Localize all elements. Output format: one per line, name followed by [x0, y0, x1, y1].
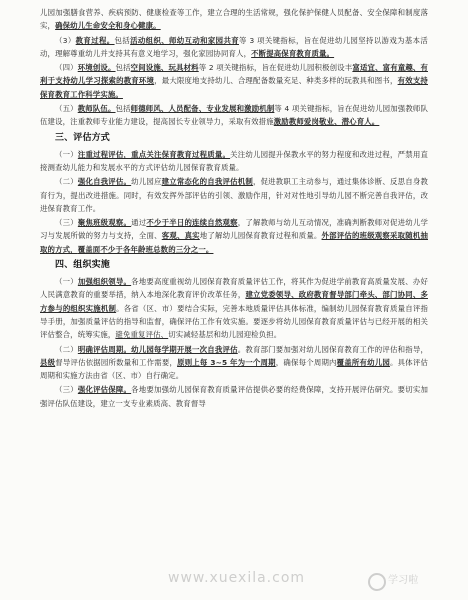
- text: （五）: [55, 104, 78, 114]
- text: 切实减轻基层和幼儿园迎检负担。: [168, 330, 282, 340]
- text: 等 4 项关键指标，旨在促进幼儿园加强教师队伍建设，注重教师专业能力建设，提高园长专业领导力，采取有效措施: [40, 104, 429, 127]
- emphasis: 幼儿园每学期开展一次自我评估: [131, 344, 238, 354]
- emphasis: 环境创设。: [77, 63, 116, 73]
- emphasis: 教师队伍。: [77, 104, 116, 114]
- text: ，促进教职工主动参与，通过集体诊断、反思自身教育行为，提出改进措施。同时，有效发挥外部评估的引领、激励作用，针对对性地引导幼儿园不断完善自我评估，改进保育教育工作。: [40, 177, 428, 213]
- text: 包括: [114, 35, 131, 45]
- emphasis: 覆盖面不少于各年龄班总数的三分之一。: [77, 244, 214, 254]
- text: ，了解教师与幼儿互动情况，准确判断教师对促进幼儿学习与发展所做的努力与支持，全面、: [40, 218, 428, 241]
- text: （四）: [55, 63, 78, 73]
- emphasis: 强化评估保障。: [77, 385, 132, 395]
- paragraph-evaluation-support: [40, 383, 428, 410]
- emphasis: 活动组织、师幼互动和家园共育: [130, 35, 239, 45]
- emphasis: 空间设施、玩具材料: [130, 63, 199, 73]
- emphasis: 激励教师爱岗敬业、潜心育人。: [273, 117, 380, 127]
- paragraph-teachers: [40, 102, 428, 129]
- emphasis: 有效支持保育教育工作科学实施。: [40, 76, 428, 99]
- paragraph-health: [40, 6, 428, 33]
- text: 各地要加强幼儿园保育教育质量评估提供必要的经费保障，支持开展评估研究。要切实加强评估队伍建设，建立一支专业素质高、: [40, 385, 428, 408]
- emphasis: 强化自我评估。: [77, 177, 132, 187]
- emphasis: 不断提高保育教育质量。: [251, 48, 335, 58]
- paragraph-leadership: [40, 275, 428, 341]
- paragraph-process-evaluation: [40, 148, 428, 175]
- text: 。具体评估周期和实施方法由省（区、市）自行确定。: [40, 357, 428, 381]
- text: （二）: [55, 344, 78, 354]
- text: 各地要高度重视幼儿园保育教育质量评估工作，将其作为促进学前教育高质量发展、办好人民满意教育的重要举措，纳入本地深化教育评价改革任务，: [40, 277, 428, 300]
- text: 。各省（区、市）要结合实际，完善本地质量评估具体标准，编制幼儿园保育教育质量自评指导手册，加强质量评估的指导和监督，确保评估工作有效实施。要逐步将幼儿园保育教育质量评估与已经开展的相关评估整合，统筹实施，: [40, 303, 428, 340]
- text: ，确保每个周期内: [275, 357, 337, 367]
- text: （一）: [55, 277, 78, 287]
- text: 包括: [115, 63, 131, 73]
- emphasis: 原则上每 3~5 年为一个周期: [177, 357, 276, 367]
- underlined-text: 避免重复评估、: [115, 330, 169, 340]
- paragraph-class-observation: [40, 216, 428, 256]
- emphasis: 确保幼儿生命安全和身心健康。: [55, 21, 161, 31]
- emphasis: 县级: [40, 357, 56, 367]
- section-heading-evaluation-method: 三、评估方式: [55, 132, 110, 143]
- text: 教育督导: [175, 398, 206, 408]
- emphasis: 客观、真实: [161, 231, 200, 241]
- text: 等 3 项关键指标，旨在促进幼儿园坚持以游戏为基本活动，理解尊重幼儿并支持其有意义地学习，强化家园协同育人，: [40, 35, 428, 58]
- emphasis: 建立常态化的自我评估机制: [161, 177, 253, 187]
- section-heading-implementation: 四、组织实施: [55, 260, 110, 271]
- text: 、合理配备数量充足、种类多样的玩教具和图书，: [230, 76, 398, 86]
- text: 督导评估依据园所数量和工作需要，: [55, 357, 178, 367]
- watermark-logo-icon: [368, 573, 386, 591]
- text: （三）: [55, 385, 78, 395]
- text: 。教育部门要加强对幼儿园保育教育工作的评估和指导，: [237, 344, 428, 354]
- text: （三）: [55, 218, 78, 228]
- text: 地了解幼儿园保育教育过程和质量。: [199, 231, 322, 241]
- emphasis: 覆盖所有幼儿园: [336, 357, 390, 367]
- emphasis: 建立党委领导、政府教育督导部门牵头、部门协同、多方参与的组织实施机制: [40, 290, 428, 313]
- paragraph-evaluation-cycle: [40, 343, 428, 383]
- watermark-brand: 学习啦: [388, 575, 419, 586]
- text: 通过: [131, 218, 147, 228]
- paragraph-self-evaluation: [40, 175, 428, 215]
- emphasis: 富适宜、富有童趣、有利于支持幼儿学习探索的教育环境: [40, 63, 428, 86]
- emphasis: 教育过程。: [75, 35, 115, 45]
- watermark-url: www.xuexila.com: [168, 570, 306, 586]
- text: 包括: [115, 104, 131, 114]
- text: 儿园加强膳食营养、疾病预防、健康检查等工作，建立合理的生活常规，强化保护保健人员配备、安全保障和制度落实，: [40, 8, 428, 31]
- text: 关注幼儿园提升保教水平的努力程度和改进过程，严禁用直接测查幼儿能力和发展水平的方式评估幼儿园保育教育质量。: [40, 149, 428, 172]
- emphasis: 师德师风、人员配备、专业发展和激励机制: [130, 104, 275, 114]
- text: 幼儿园应: [131, 177, 162, 187]
- paragraph-education-process: [40, 34, 428, 61]
- text: 等 2 项关键指标，旨在促进幼儿园积极创设丰: [198, 63, 353, 73]
- emphasis: 不少于半日的连续自然观察: [146, 218, 238, 228]
- emphasis: 加强组织领导。: [77, 277, 132, 287]
- text: （3）: [55, 35, 76, 45]
- emphasis: 外部评估的班级观察采取随机抽取的方式，: [40, 231, 428, 254]
- emphasis: 注重过程评估，重点关注保育教育过程质量。: [77, 149, 231, 159]
- paragraph-environment: [40, 61, 428, 101]
- text: （二）: [55, 177, 78, 187]
- emphasis: 聚焦班级观察。: [77, 218, 132, 228]
- text: ，最大限度地支持幼儿: [154, 76, 231, 86]
- emphasis: 明确评估周期。: [77, 344, 132, 354]
- text: （一）: [55, 149, 78, 159]
